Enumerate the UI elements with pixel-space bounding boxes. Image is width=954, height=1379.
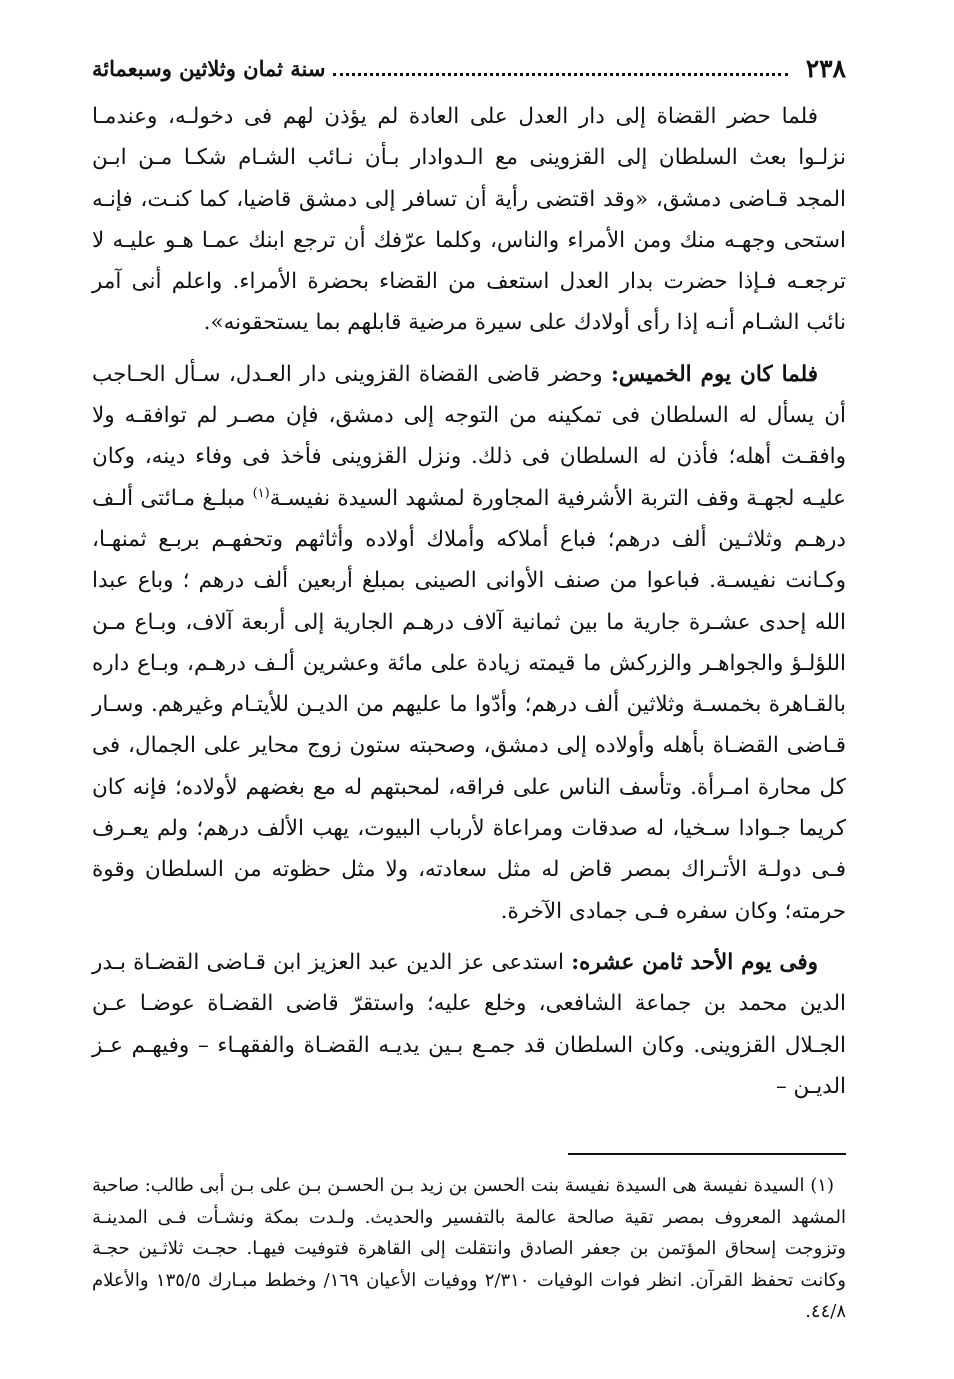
page-header [92, 50, 846, 86]
header-dotted-leader [333, 69, 787, 76]
paragraph-2-lead: فلما كان يوم الخميس: [610, 361, 818, 387]
paragraph-1: فلما حضر القضاة إلى دار العدل على العادة لم يؤذن لهم فى دخولـه، وعندمـا نزلـوا بعث السلطان إلى القزوينى مع الـدوادار بـأن نـائب الشـام شكـا مـن ابـن المجد قـاضى دمشق، «وقد اقتضى رأية أن تسافر إلى دمشق قاضيا، كما كنـت، فإنـه استحى وجهـه منك ومن الأمراء والناس، وكلما عرّفك أن ترجع ابنك عمـا هـو عليـه لا ترجعـه فـإذا حضرت بدار العدل استعف من القضاء بحضرة الأمراء. واعلم أنى آمر نائب الشـام أنـه إذا رأى أولادك على سيرة مرضية قابلهم بما يستحقونه». [92, 104, 846, 336]
footnote-text: (١) السيدة نفيسة هى السيدة نفيسة بنت الحسن بن زيد بـن الحسـن بـن على بـن أبى طالب: صاحبة المشهد المعروف بمصر تقية صالحة عالمة بالتفسير والحديث. ولـدت بمكة ونشـأت فـى المدينـة وتزوجت إسحاق المؤتمن بن جعفر الصادق وانتقلت إلى القاهرة فتوفيت فيهـا. حجـت ثلاثـين حجـة وكانت تحفظ القرآن. انظر فوات الوفيات ٢/٣١٠ ووفيات الأعيان ١٦٩/ وخطط مبـارك ١٣٥/٥ والأعلام ٤٤/٨. [92, 1175, 846, 1322]
paragraph-3-lead: وفى يوم الأحد ثامن عشره: [571, 949, 818, 975]
paragraph-3-text: استدعى عز الدين عبد العزيز ابن قـاضى القضـاة بـدر الدين محمد بن جماعة الشافعى، وخلع عليه؛ واستقرّ قاضى القضـاة عوضـا عـن الجـلال القزوينى. وكان السلطان قد جمـع بـين يديـه القضـاة والفقهـاء – وفيهـم عـز الديـن – [92, 949, 846, 1099]
main-text [92, 96, 846, 1107]
paragraph-2-text: وحضر قاضى القضاة القزوينى دار العـدل، سـأل الحـاجب أن يسأل له السلطان فى تمكينه من التوجه إلى دمشق، فإن مصـر لم توافقـه ولا وافقـت أهله؛ فأذن له السلطان فى ذلك. ونزل القزوينى فأخذ فى وفاء دينه، وكان عليـه لجهـة وقف التربة الأشرفية المجاورة لمشهد السيدة نفيسـة [92, 361, 846, 511]
paragraph-2-text-continued: مبلـغ مـائتى ألـف درهـم وثلاثـين ألف درهم؛ فباع أملاكه وأملاك أولاده وأثاثهم وتحفهـم بربـع ثمنهـا، وكـانت نفيسـة. فباعوا من صنف الأوانى الصينى بمبلغ أربعين ألف درهم ؛ وباع عبدا الله إحدى عشـرة جارية ما بين ثمانية آلاف درهـم الجارية إلى أربعة آلاف، وبـاع مـن اللؤلـؤ والجواهـر والزركش ما قيمته زيادة على مائة وعشرين ألـف درهـم، وبـاع داره بالقـاهرة بخمسـة وثلاثين ألف درهم؛ وأدّوا ما عليهم من الديـن للأيتـام وغيرهم. وسـار قـاضى القضـاة بأهله وأولاده إلى دمشق، وصحبته ستون زوج محاير على الجمال، فى كل محارة امـرأة. وتأسف الناس على فراقه، لمحبتهم له مع بغضهم لأولاده؛ فإنه كان كريما جـوادا سـخيا، له صدقات ومراعاة لأرباب البيوت، يهب الألف درهم؛ ولم يعـرف فـى دولـة الأتـراك بمصر قاض له مثل سعادته، ولا مثل حظوته من السلطان وقوة حرمته؛ وكان سفره فـى جمادى الآخرة. [92, 485, 846, 924]
page-number: ٢٣٨ [805, 53, 846, 83]
footnote-reference[interactable]: (١) [252, 485, 270, 501]
paragraph-3 [92, 942, 846, 1107]
footnote [92, 1170, 846, 1328]
paragraph-2 [92, 354, 846, 932]
running-title: سنة ثمان وثلاثين وسبعمائة [92, 55, 326, 81]
footnote-separator [568, 1153, 846, 1155]
